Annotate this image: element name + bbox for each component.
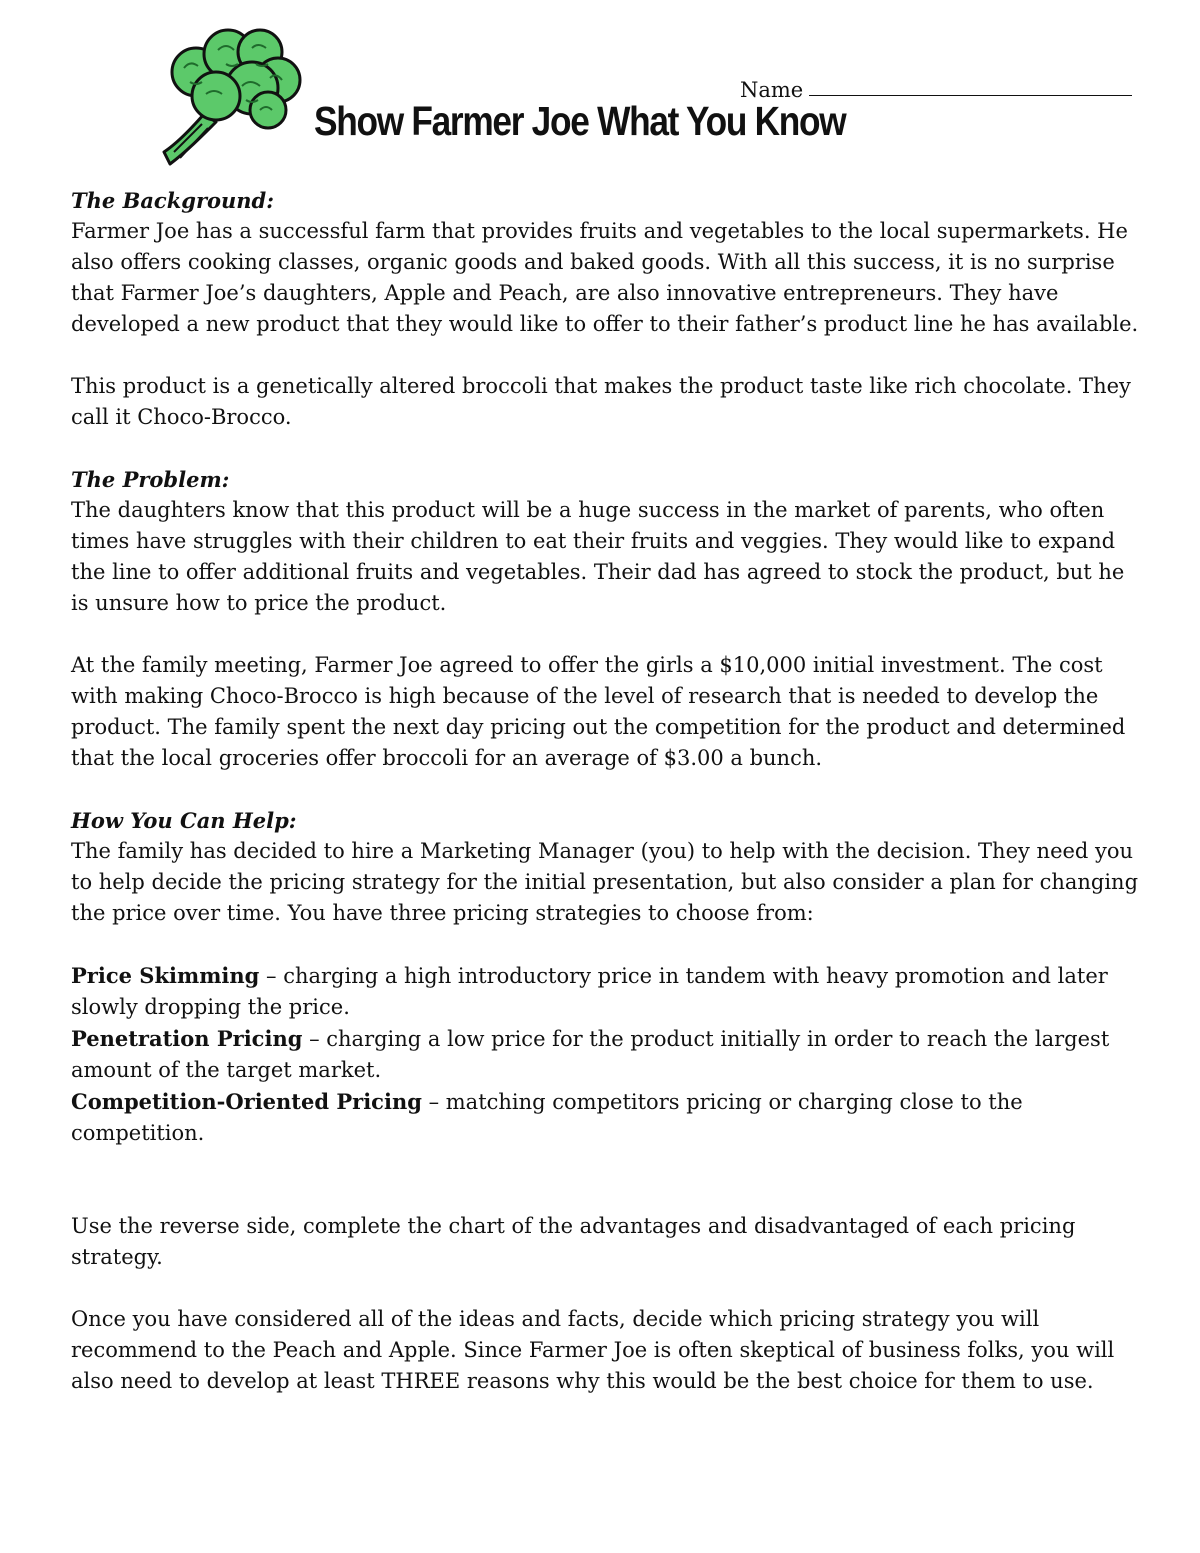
background-paragraph-2: This product is a genetically altered broccoli that makes the product taste like rich chocolate. They call it Choco-Brocco. [71,374,1131,429]
strategy-definition: – charging a high introductory price in tandem with heavy promotion and later slowly dropping the price. [71,964,1108,1019]
strategy-term: Competition-Oriented Pricing [71,1089,422,1114]
instructions-paragraph-1: Use the reverse side, complete the chart of the advantages and disadvantaged of each pricing strategy. [71,1214,1076,1269]
problem-paragraph-1: The daughters know that this product will be a huge success in the market of parents, who often times have struggles with their children to eat their fruits and veggies. They would like to expand the line to offer additional fruits and vegetables. Their dad has agreed to stock the product, but he is unsure how to price the product. [71,498,1125,615]
problem-paragraph-2: At the family meeting, Farmer Joe agreed to offer the girls a $10,000 initial investment. The cost with making Choco-Brocco is high because of the level of research that is needed to develop the product. The family spent the next day pricing out the competition for the product and determined that the local groceries offer broccoli for an average of $3.00 a bunch. [71,653,1126,770]
strategy-definition: – matching competitors pricing or charging close to the competition. [71,1090,1023,1145]
background-heading: The Background: [71,188,274,213]
broccoli-icon [156,24,306,169]
worksheet-body [71,185,1141,1397]
help-paragraph: The family has decided to hire a Marketing Manager (you) to help with the decision. They need you to help decide the pricing strategy for the initial presentation, but also consider a plan for changing the price over time. You have three pricing strategies to choose from: [71,839,1139,925]
instructions-paragraph-2: Once you have considered all of the ideas and facts, decide which pricing strategy you will recommend to the Peach and Apple. Since Farmer Joe is often skeptical of business folks, you will also need to develop at least THREE reasons why this would be the best choice for them to use. [71,1307,1115,1393]
strategy-term: Price Skimming [71,963,260,988]
help-heading: How You Can Help: [71,808,297,833]
strategy-definition: – charging a low price for the product initially in order to reach the largest amount of the target market. [71,1027,1110,1082]
background-paragraph-1: Farmer Joe has a successful farm that provides fruits and vegetables to the local supermarkets. He also offers cooking classes, organic goods and baked goods. With all this success, it is no surprise that Farmer Joe’s daughters, Apple and Peach, are also innovative entrepreneurs. They have developed a new product that they would like to offer to their father’s product line he has available. [71,219,1139,336]
name-blank-line [809,95,1132,96]
strategy-item [71,1023,1141,1086]
strategy-term: Penetration Pricing [71,1026,303,1051]
strategy-item [71,960,1141,1023]
problem-heading: The Problem: [71,467,230,492]
strategy-item [71,1086,1141,1149]
name-label: Name [740,78,804,102]
page-title: Show Farmer Joe What You Know [314,98,846,144]
